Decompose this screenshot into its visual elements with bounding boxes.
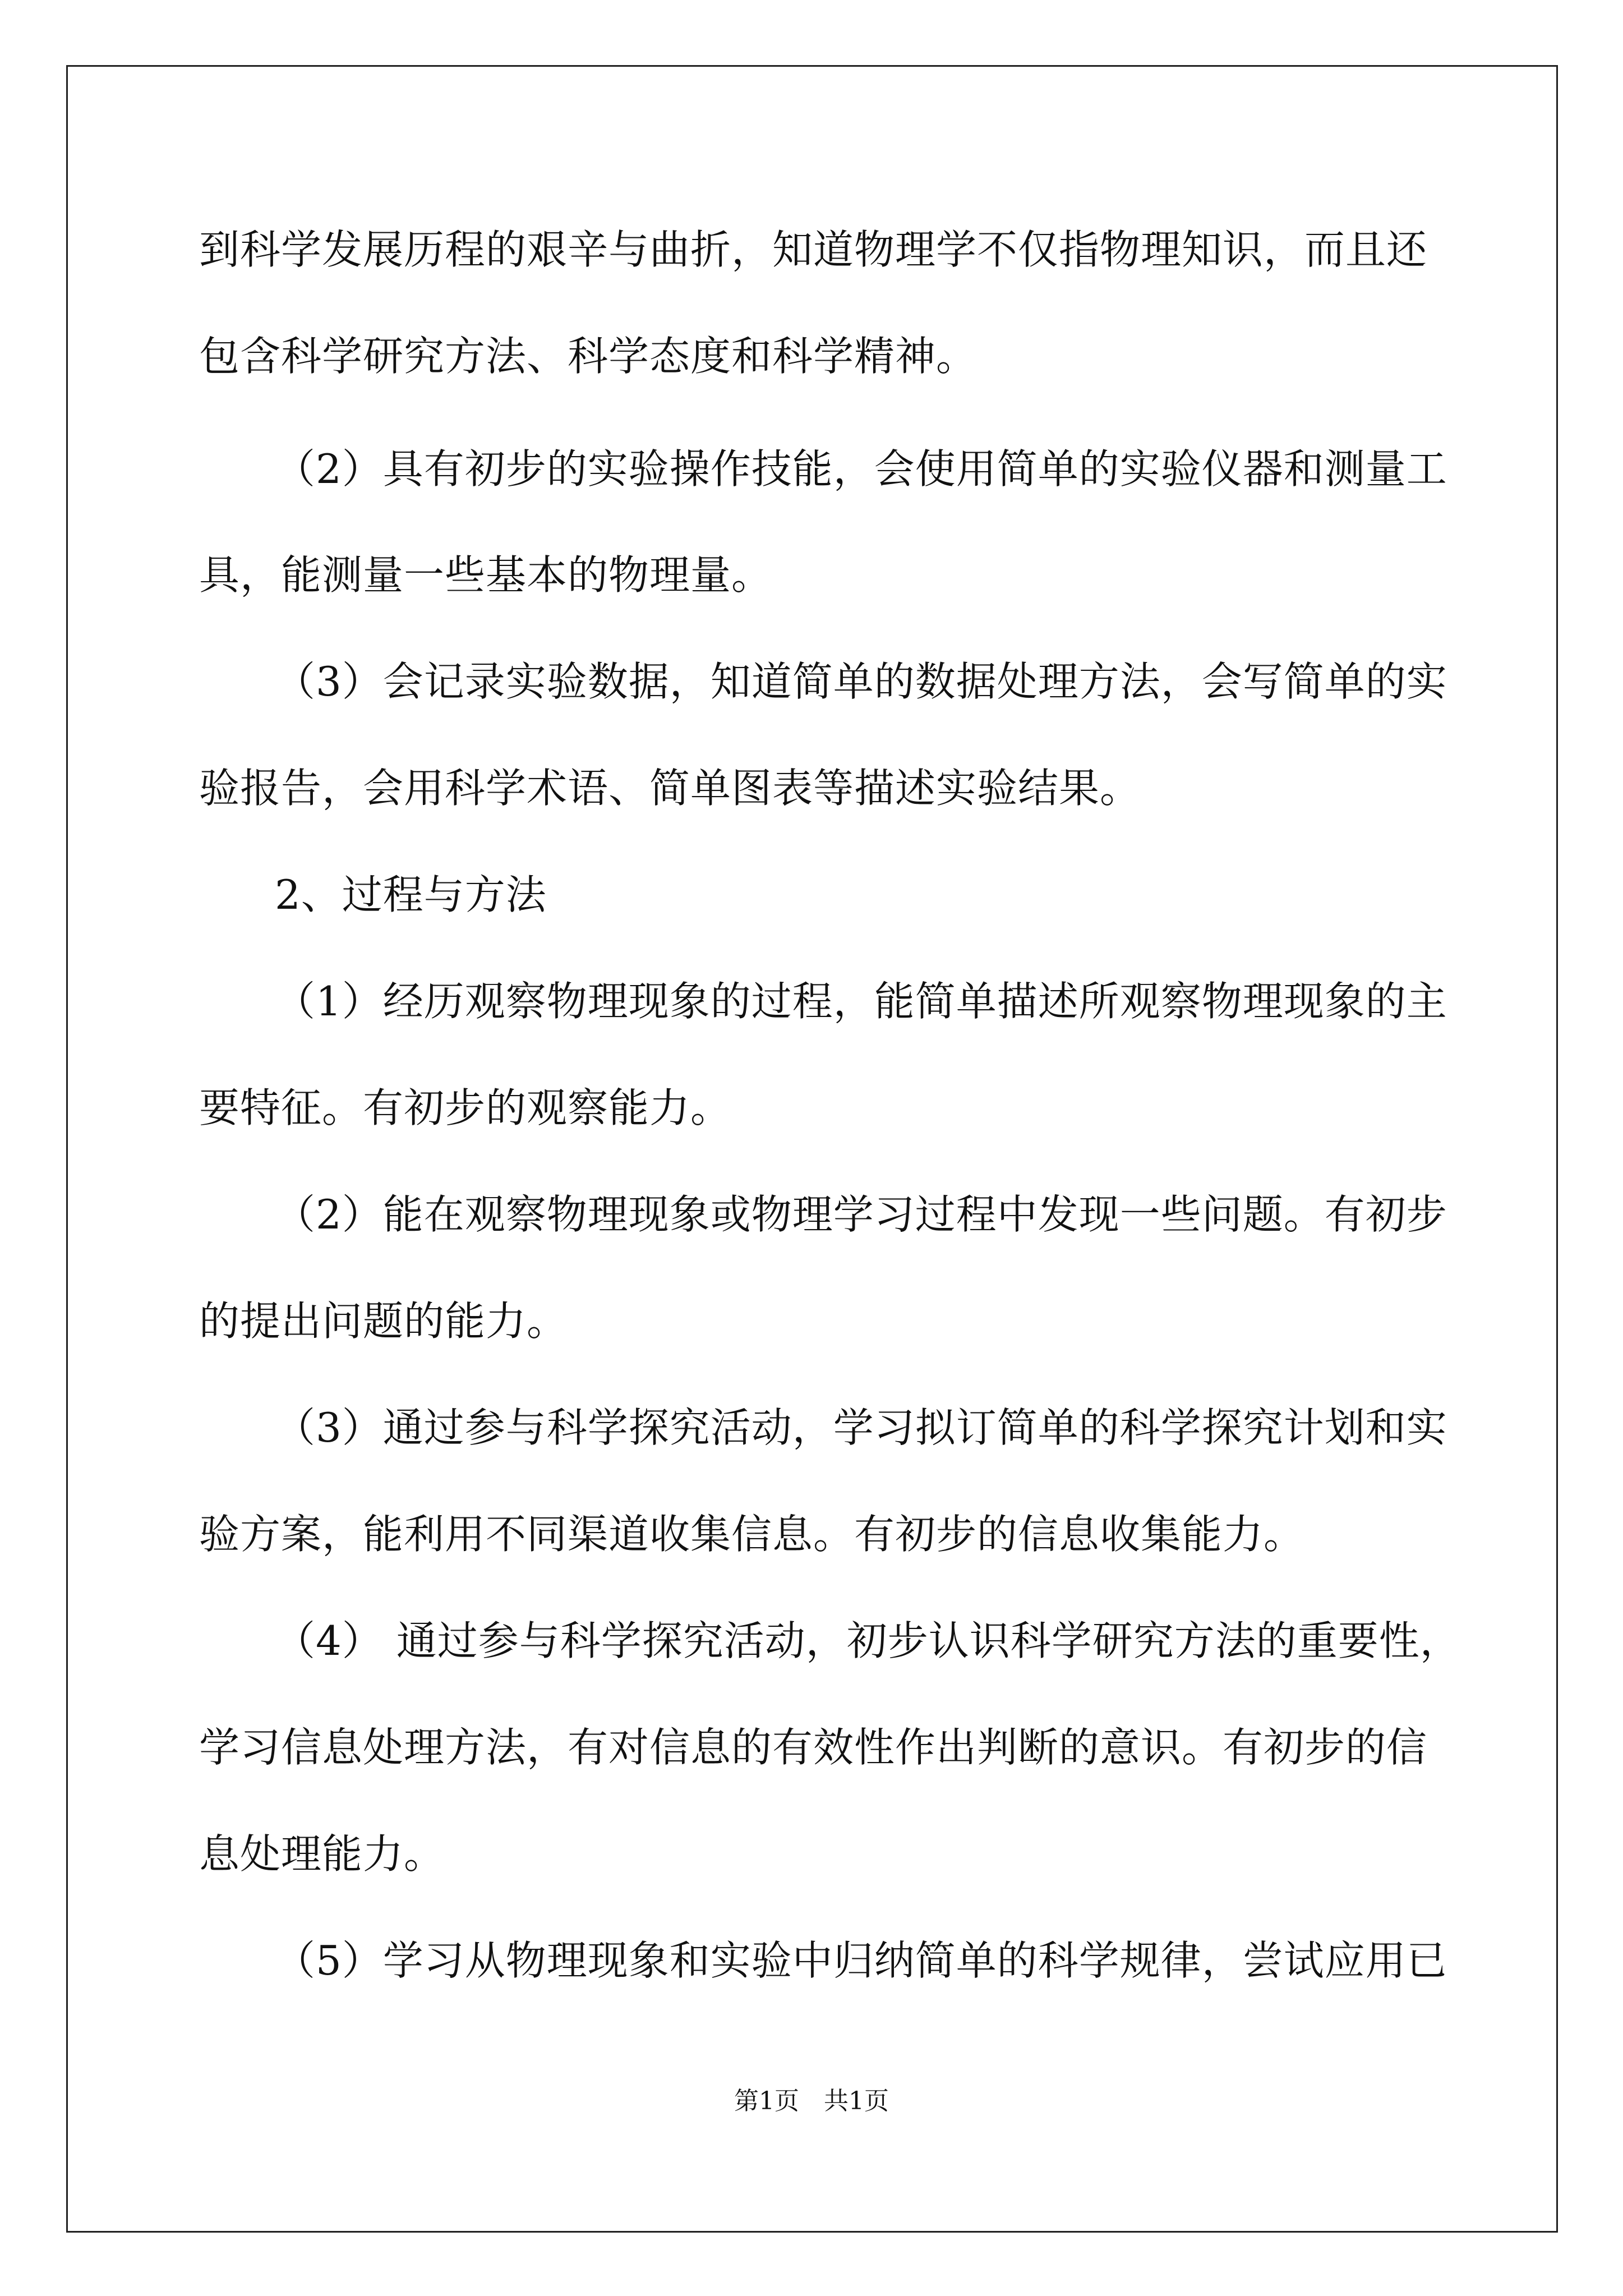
body-line: （4） 通过参与科学探究活动，初步认识科学研究方法的重要性， [275, 1617, 1461, 1664]
body-line: （2）具有初步的实验操作技能，会使用简单的实验仪器和测量工 [275, 445, 1447, 493]
section-heading: 2、过程与方法 [275, 871, 547, 918]
body-line: 具，能测量一些基本的物理量。 [199, 551, 773, 599]
body-line: 要特征。有初步的观察能力。 [199, 1084, 732, 1131]
body-line: （3）会记录实验数据，知道简单的数据处理方法，会写简单的实 [275, 658, 1447, 705]
body-line: （3）通过参与科学探究活动，学习拟订简单的科学探究计划和实 [275, 1404, 1447, 1451]
body-line: （2）能在观察物理现象或物理学习过程中发现一些问题。有初步 [275, 1191, 1447, 1238]
body-line: 验报告，会用科学术语、简单图表等描述实验结果。 [199, 765, 1141, 812]
body-line: 的提出问题的能力。 [199, 1297, 568, 1345]
body-line: （5）学习从物理现象和实验中归纳简单的科学规律，尝试应用已 [275, 1937, 1447, 1984]
body-line: 学习信息处理方法，有对信息的有效性作出判断的意识。有初步的信 [199, 1724, 1428, 1771]
body-line: 息处理能力。 [199, 1830, 445, 1878]
page-footer: 第1页 共1页 [734, 2087, 889, 2115]
body-line: 验方案，能利用不同渠道收集信息。有初步的信息收集能力。 [199, 1511, 1305, 1558]
body-line: 到科学发展历程的艰辛与曲折，知道物理学不仅指物理知识，而且还 [199, 226, 1428, 273]
page-border [66, 65, 1558, 2233]
body-line: （1）经历观察物理现象的过程，能简单描述所观察物理现象的主 [275, 978, 1447, 1025]
body-line: 包含科学研究方法、科学态度和科学精神。 [199, 333, 978, 380]
